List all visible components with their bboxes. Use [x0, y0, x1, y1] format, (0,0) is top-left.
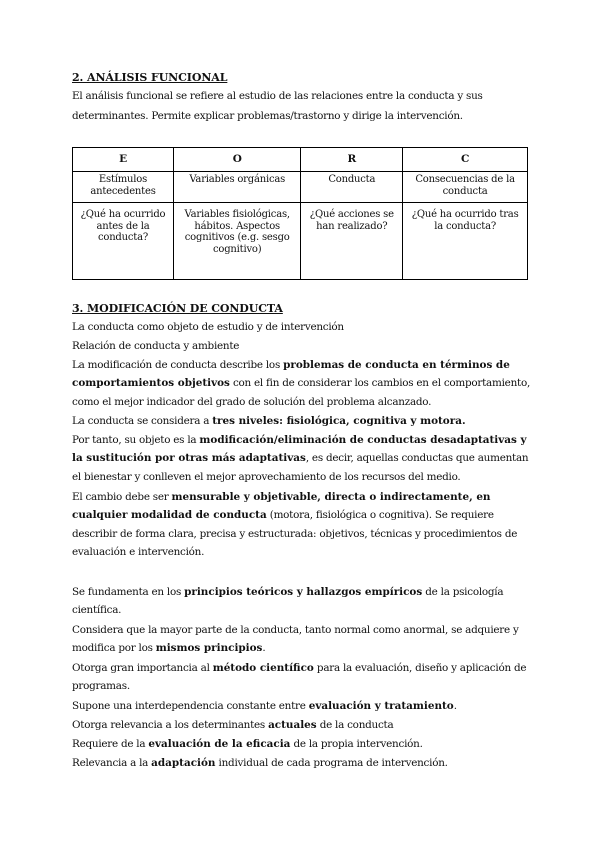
text-run: individual de cada programa de intervención.: [215, 757, 448, 769]
table-header-cell: R: [301, 148, 403, 172]
table-cell: ¿Qué acciones se han realizado?: [301, 203, 403, 280]
section-2-line-1: El análisis funcional se refiere al estudio de las relaciones entre la conducta y sus: [72, 90, 483, 102]
bold-text: mensurable y objetivable, directa o indirectamente, en cualquier modalidad de conducta: [72, 491, 491, 522]
text-run: de la conducta: [316, 719, 394, 731]
text-run: .: [453, 700, 457, 712]
text-run: Por tanto, su objeto es la: [72, 434, 200, 446]
paragraph: [72, 716, 530, 734]
text-run: Requiere de la: [72, 738, 149, 750]
bold-text: evaluación y tratamiento: [308, 700, 454, 712]
text-run: Considera que la mayor parte de la conducta, tanto normal como anormal, se adquiere y modifica por los: [72, 624, 519, 655]
bold-text: mismos principios: [155, 642, 263, 655]
text-run: La conducta se considera a: [72, 415, 213, 427]
text-run: El cambio debe ser: [72, 491, 172, 503]
bold-text: evaluación de la eficacia: [148, 738, 291, 750]
paragraph: [72, 735, 530, 753]
text-run: (motora, fisiológica o cognitiva). Se requiere describir de forma clara, precisa y estructurada: objetivos, técnicas y procedimientos de evaluación e intervención.: [72, 509, 518, 559]
table-header-cell: E: [73, 148, 174, 172]
table-cell: ¿Qué ha ocurrido antes de la conducta?: [73, 203, 174, 280]
table-row: [73, 172, 528, 203]
paragraph: Relación de conducta y ambiente: [72, 340, 240, 352]
section-3-heading: 3. MODIFICACIÓN DE CONDUCTA: [72, 302, 283, 315]
text-run: Otorga relevancia a los determinantes: [72, 719, 269, 731]
bold-text: principios teóricos y hallazgos empíricos: [184, 586, 423, 598]
paragraph: [72, 431, 530, 486]
bold-text: problemas de conducta en términos de comportamientos objetivos: [72, 359, 510, 390]
paragraph: [72, 412, 530, 430]
text-run: .: [262, 642, 266, 655]
bold-text: adaptación: [151, 757, 216, 769]
text-run: Relevancia a la: [72, 757, 152, 769]
text-run: de la psicología científica.: [72, 586, 504, 617]
eorc-table: [72, 147, 528, 280]
table-cell: Consecuencias de la conducta: [403, 172, 528, 203]
table-row: [73, 203, 528, 280]
table-header-cell: O: [173, 148, 300, 172]
text-run: , es decir, aquellas conductas que aumentan el bienestar y conlleven el mejor aprovechamiento de los recursos del medio.: [72, 452, 529, 483]
paragraph: [72, 488, 530, 562]
table-cell: Variables orgánicas: [173, 172, 300, 203]
paragraph: [72, 621, 530, 658]
bold-text: método científico: [212, 662, 314, 674]
text-run: Otorga gran importancia al: [72, 662, 213, 674]
text-run: Supone una interdependencia constante entre: [72, 700, 309, 712]
text-run: Se fundamenta en los: [72, 586, 185, 598]
table-cell: Variables fisiológicas, hábitos. Aspectos cognitivos (e.g. sesgo cognitivo): [173, 203, 300, 280]
paragraph: [72, 659, 530, 696]
bold-text: actuales: [268, 719, 317, 731]
paragraph: [72, 754, 530, 772]
text-run: La modificación de conducta describe los: [72, 359, 284, 371]
table-cell: ¿Qué ha ocurrido tras la conducta?: [403, 203, 528, 280]
paragraph: La conducta como objeto de estudio y de intervención: [72, 321, 344, 333]
bold-text: modificación/eliminación de conductas desadaptativas y la sustitución por otras más adaptativas: [72, 434, 527, 465]
section-2-line-2: determinantes. Permite explicar problemas/trastorno y dirige la intervención.: [72, 110, 463, 122]
text-run: para la evaluación, diseño y aplicación de programas.: [72, 662, 527, 693]
paragraph: [72, 583, 530, 620]
section-2-heading: 2. ANÁLISIS FUNCIONAL: [72, 71, 228, 84]
table-header-row: [73, 148, 528, 172]
table-cell: Conducta: [301, 172, 403, 203]
paragraph: [72, 356, 530, 411]
paragraph: [72, 697, 530, 715]
table-header-cell: C: [403, 148, 528, 172]
bold-text: tres niveles: fisiológica, cognitiva y motora.: [212, 415, 466, 427]
table-cell: Estímulos antecedentes: [73, 172, 174, 203]
text-run: de la propia intervención.: [290, 738, 423, 750]
text-run: con el fin de considerar los cambios en el comportamiento, como el mejor indicador del grado de solución del problema alcanzado.: [72, 377, 531, 408]
